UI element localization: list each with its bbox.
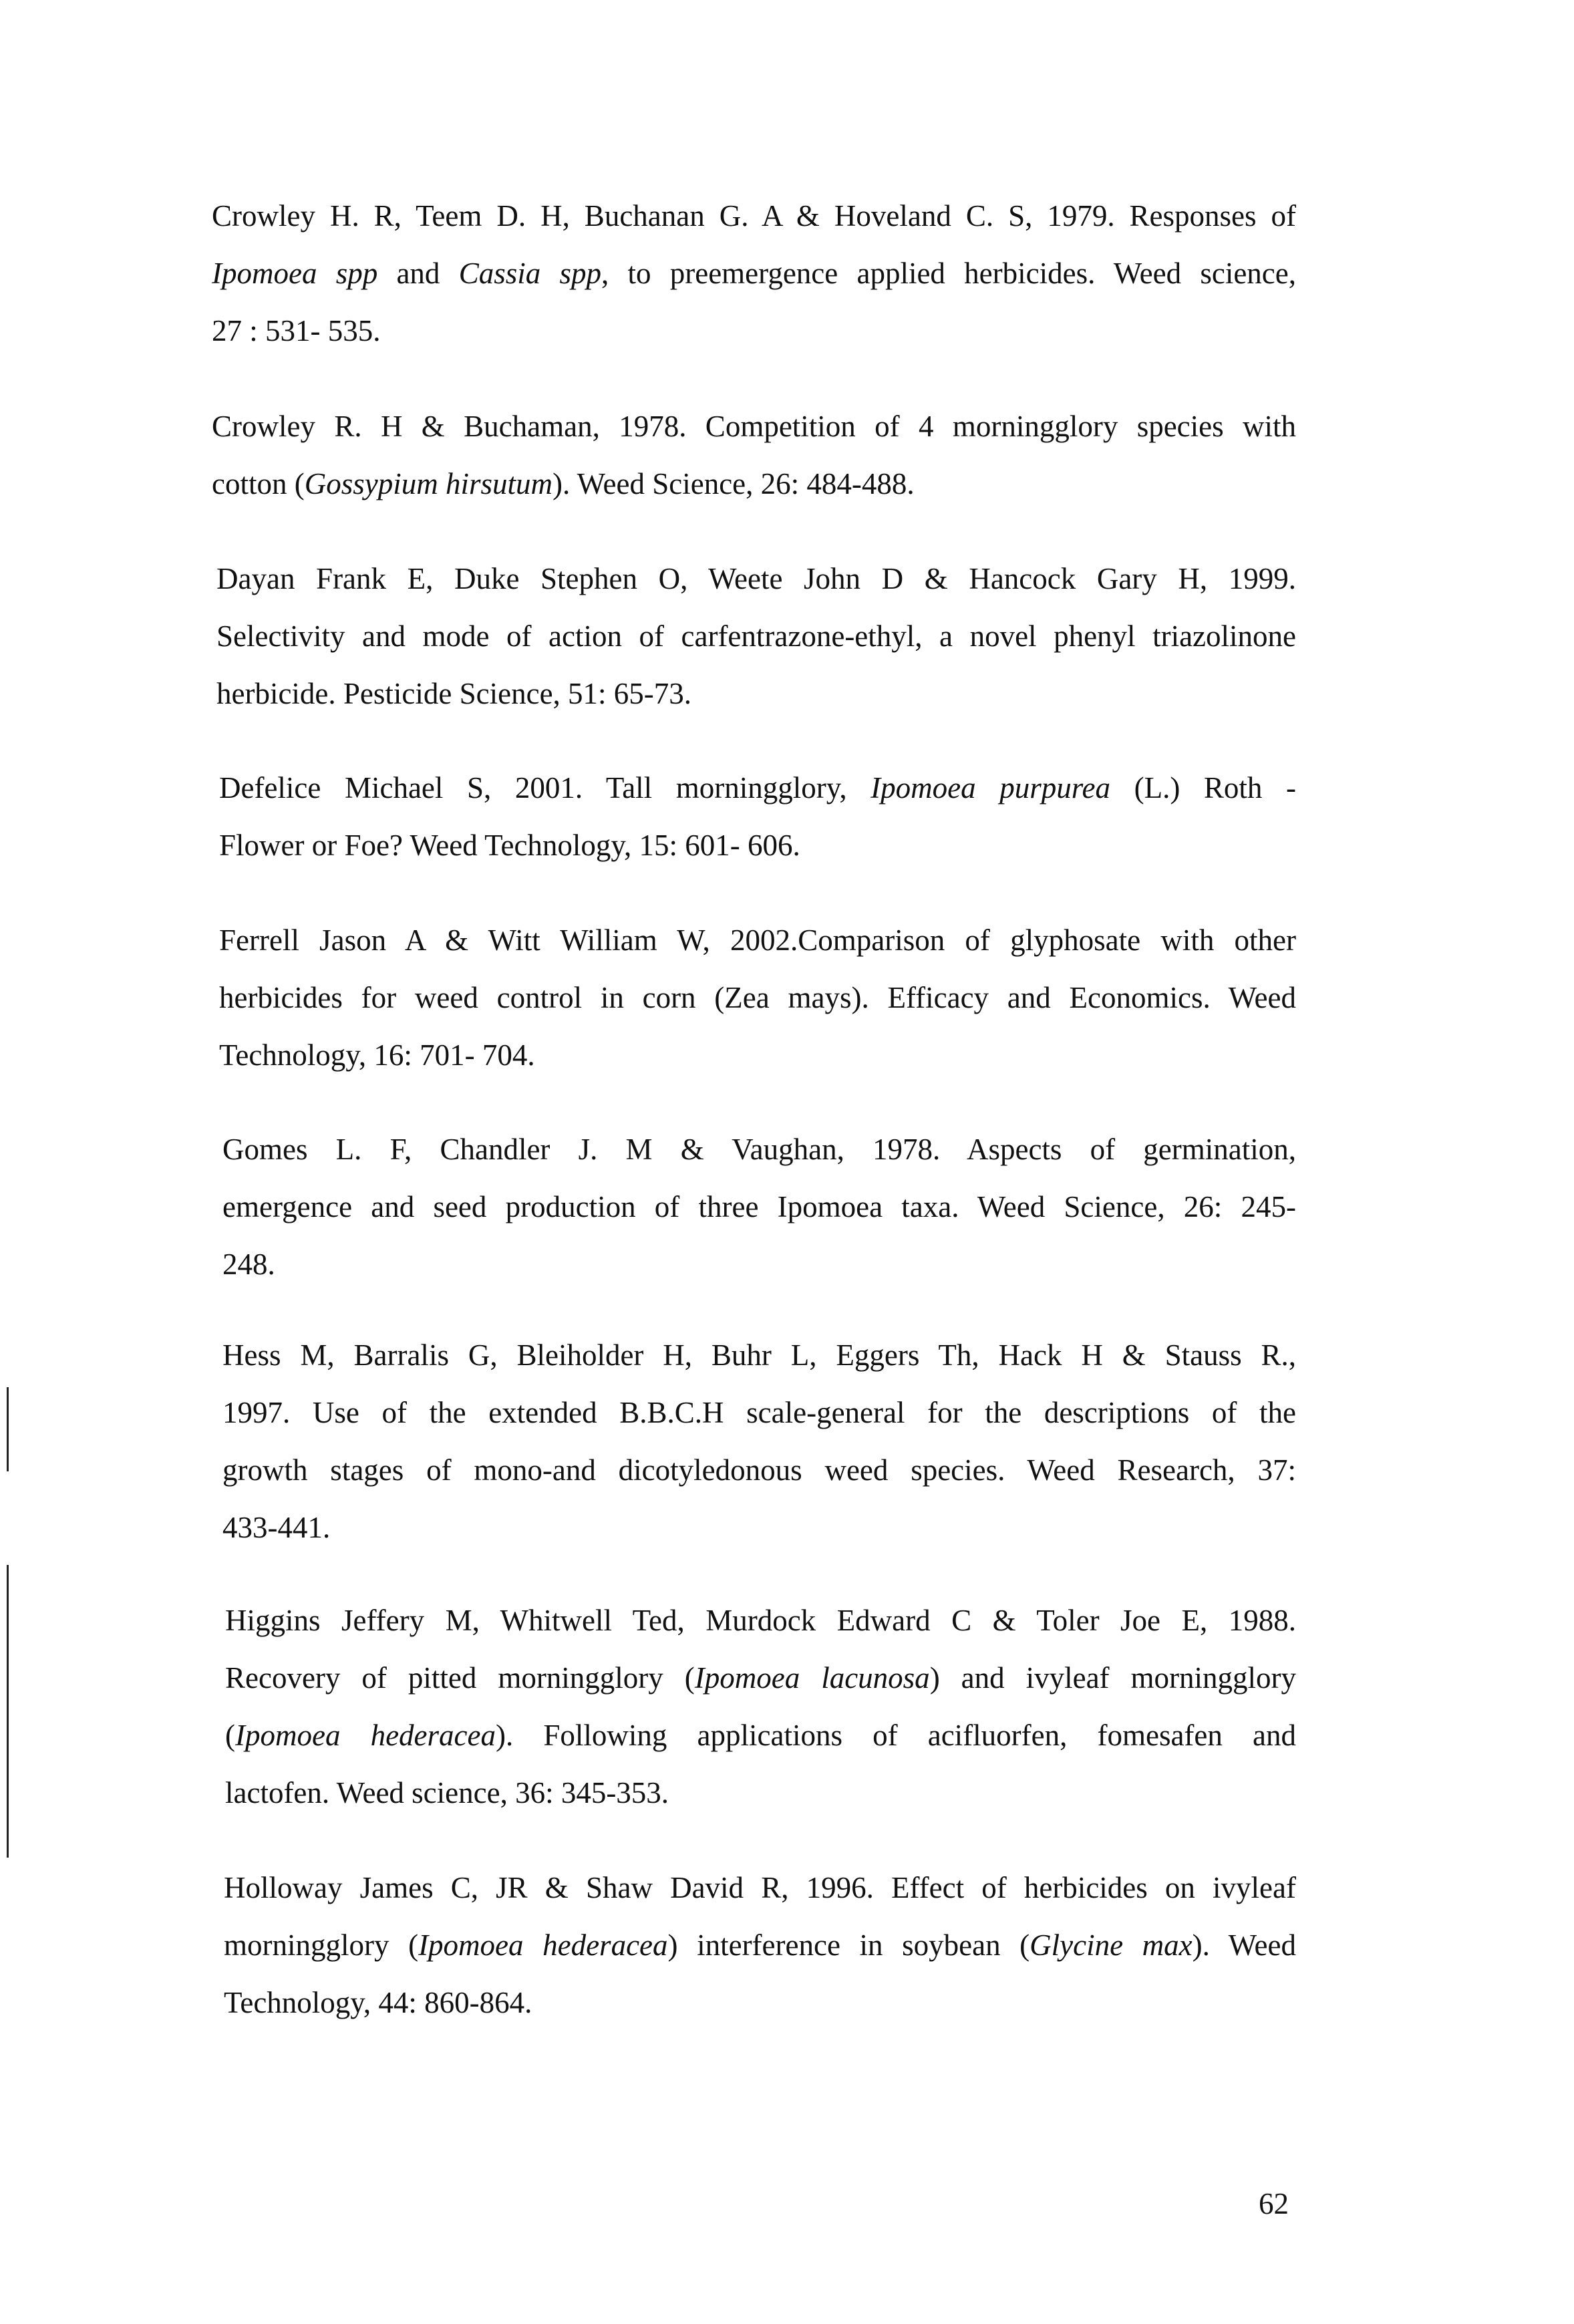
reference-text: and	[377, 257, 459, 290]
reference-line	[212, 398, 1296, 455]
reference-text: herbicide. Pesticide Science, 51: 65-73.	[216, 677, 692, 710]
scan-edge-line	[7, 1565, 9, 1858]
reference-line	[219, 817, 1296, 874]
reference-line	[219, 911, 1296, 969]
species-name: Ipomoea spp	[212, 257, 378, 290]
reference-entry	[219, 911, 1296, 1084]
reference-text: Crowley H. R, Teem D. H, Buchanan G. A & Hoveland C. S, 1979. Responses of	[212, 199, 1296, 233]
reference-line	[225, 1592, 1296, 1649]
reference-text: Gomes L. F, Chandler J. M & Vaughan, 1978. Aspects of germination,	[222, 1133, 1296, 1166]
reference-line	[222, 1236, 1296, 1293]
reference-entry	[224, 1859, 1296, 2031]
reference-text: cotton (	[212, 467, 305, 500]
reference-entry	[222, 1121, 1296, 1293]
reference-line	[222, 1121, 1296, 1178]
species-name: Cassia spp	[458, 257, 601, 290]
species-name: Ipomoea hederacea	[418, 1928, 668, 1962]
reference-line	[224, 1859, 1296, 1916]
reference-line	[222, 1441, 1296, 1499]
reference-line	[222, 1499, 1296, 1556]
reference-text: (	[225, 1719, 235, 1752]
scan-edge-line	[7, 1387, 9, 1471]
reference-entry	[212, 187, 1296, 359]
reference-text: ). Weed Science, 26: 484-488.	[553, 467, 915, 500]
reference-entry	[216, 550, 1296, 722]
reference-line	[225, 1764, 1296, 1822]
reference-line	[219, 1026, 1296, 1084]
reference-text: Higgins Jeffery M, Whitwell Ted, Murdock Edward C & Toler Joe E, 1988.	[225, 1604, 1296, 1637]
reference-line	[225, 1707, 1296, 1764]
reference-text: emergence and seed production of three Ipomoea taxa. Weed Science, 26: 245-	[222, 1190, 1296, 1223]
reference-entry	[225, 1592, 1296, 1822]
species-name: Gossypium hirsutum	[304, 467, 553, 500]
reference-line	[212, 187, 1296, 245]
reference-line	[222, 1178, 1296, 1236]
reference-text: Ferrell Jason A & Witt William W, 2002.Comparison of glyphosate with other	[219, 923, 1296, 957]
reference-text: ) interference in soybean (	[667, 1928, 1030, 1962]
reference-line	[216, 665, 1296, 722]
reference-text: Holloway James C, JR & Shaw David R, 1996. Effect of herbicides on ivyleaf	[224, 1871, 1296, 1904]
reference-text: ) and ivyleaf morningglory	[929, 1661, 1296, 1695]
species-name: Ipomoea hederacea	[235, 1719, 496, 1752]
reference-line	[224, 1916, 1296, 1974]
reference-line	[219, 969, 1296, 1026]
reference-text: herbicides for weed control in corn (Zea mays). Efficacy and Economics. Weed	[219, 981, 1296, 1014]
reference-text: 433-441.	[222, 1511, 331, 1544]
reference-line	[212, 455, 1296, 513]
reference-text: (L.) Roth -	[1110, 771, 1296, 805]
reference-entry	[219, 759, 1296, 874]
reference-text: Defelice Michael S, 2001. Tall morningglory,	[219, 771, 871, 805]
reference-line	[212, 302, 1296, 359]
reference-line	[224, 1974, 1296, 2031]
reference-text: ). Following applications of acifluorfen, fomesafen and	[496, 1719, 1296, 1752]
reference-line	[216, 607, 1296, 665]
reference-line	[225, 1649, 1296, 1707]
reference-line	[216, 550, 1296, 607]
reference-line	[222, 1326, 1296, 1384]
reference-text: morningglory (	[224, 1928, 419, 1962]
reference-text: growth stages of mono-and dicotyledonous weed species. Weed Research, 37:	[222, 1453, 1296, 1487]
reference-text: Dayan Frank E, Duke Stephen O, Weete John D & Hancock Gary H, 1999.	[216, 562, 1296, 595]
reference-line	[219, 759, 1296, 817]
reference-line	[212, 245, 1296, 302]
species-name: Ipomoea purpurea	[871, 771, 1111, 805]
reference-entry	[222, 1326, 1296, 1556]
reference-text: Recovery of pitted morningglory (	[225, 1661, 695, 1695]
reference-text: ). Weed	[1192, 1928, 1296, 1962]
reference-text: 1997. Use of the extended B.B.C.H scale-general for the descriptions of the	[222, 1396, 1296, 1429]
reference-text: lactofen. Weed science, 36: 345-353.	[225, 1776, 669, 1809]
reference-line	[222, 1384, 1296, 1441]
species-name: Ipomoea lacunosa	[694, 1661, 930, 1695]
reference-text: 248.	[222, 1248, 275, 1281]
species-name: Glycine max	[1030, 1928, 1193, 1962]
reference-text: 27 : 531- 535.	[212, 314, 381, 347]
page-number: 62	[1259, 2187, 1289, 2220]
reference-text: Crowley R. H & Buchaman, 1978. Competition of 4 morningglory species with	[212, 410, 1296, 443]
reference-text: Selectivity and mode of action of carfentrazone-ethyl, a novel phenyl triazolinone	[216, 619, 1296, 653]
reference-text: , to preemergence applied herbicides. Weed science,	[601, 257, 1296, 290]
reference-text: Flower or Foe? Weed Technology, 15: 601- 606.	[219, 829, 800, 862]
reference-entry	[212, 398, 1296, 513]
reference-text: Hess M, Barralis G, Bleiholder H, Buhr L, Eggers Th, Hack H & Stauss R.,	[222, 1338, 1296, 1372]
reference-text: Technology, 16: 701- 704.	[219, 1038, 535, 1072]
reference-text: Technology, 44: 860-864.	[224, 1986, 532, 2019]
